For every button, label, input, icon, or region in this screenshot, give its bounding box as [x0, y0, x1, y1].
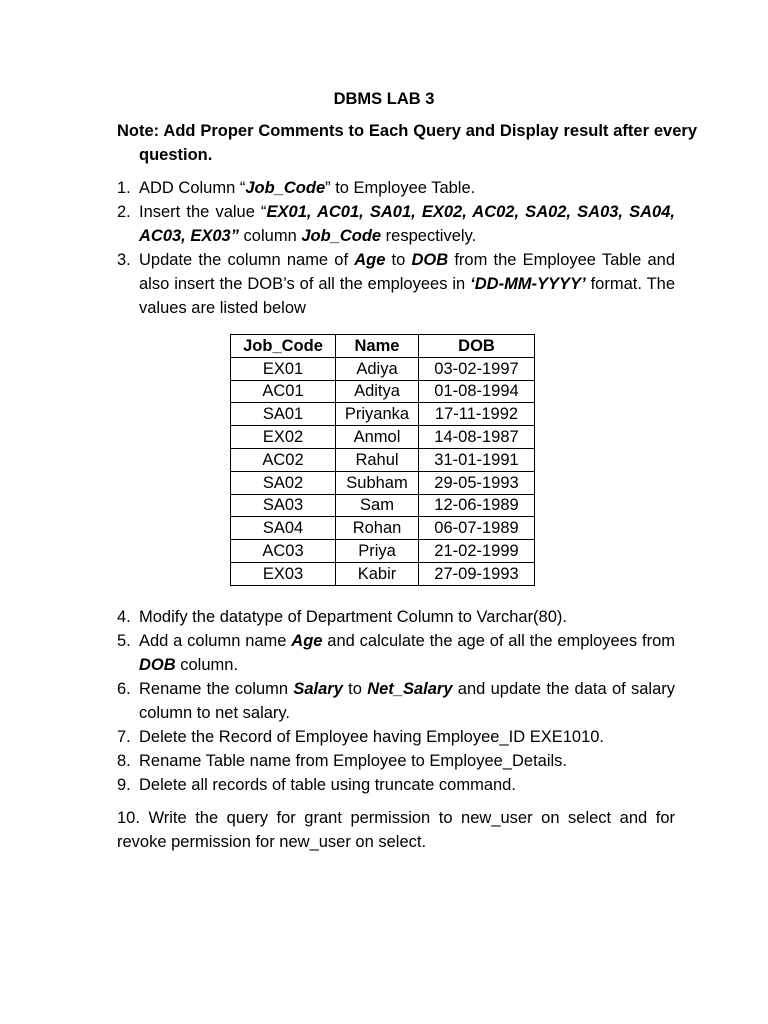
- table-cell: EX01: [231, 357, 336, 380]
- table-cell: EX03: [231, 562, 336, 585]
- question-number: 8.: [117, 752, 131, 770]
- table-row: [231, 494, 535, 517]
- column-header: DOB: [419, 335, 535, 358]
- question-number: 4.: [117, 608, 131, 626]
- page-title: DBMS LAB 3: [333, 90, 435, 108]
- question-8: 8. Rename Table name from Employee to Employee_Details.: [117, 749, 675, 773]
- table-header-row: [231, 335, 535, 358]
- table-cell: 27-09-1993: [419, 562, 535, 585]
- employee-dob-table: [230, 334, 535, 586]
- question-5: 5. Add a column name Age and calculate the age of all the employees from DOB column.: [117, 629, 675, 677]
- table-cell: Aditya: [336, 380, 419, 403]
- question-4: 4. Modify the datatype of Department Column to Varchar(80).: [117, 605, 675, 629]
- table-row: [231, 357, 535, 380]
- note-paragraph: Note: Add Proper Comments to Each Query and Display result after every question.: [117, 122, 697, 164]
- table-cell: SA03: [231, 494, 336, 517]
- table-cell: AC03: [231, 540, 336, 563]
- question-number: 7.: [117, 728, 131, 746]
- question-number: 9.: [117, 776, 131, 794]
- question-number: 6.: [117, 680, 131, 698]
- table-cell: AC01: [231, 380, 336, 403]
- column-header: Job_Code: [231, 335, 336, 358]
- question-number: 2.: [117, 203, 131, 221]
- question-7: 7. Delete the Record of Employee having Employee_ID EXE1010.: [117, 725, 675, 749]
- table-cell: 29-05-1993: [419, 471, 535, 494]
- table-cell: SA04: [231, 517, 336, 540]
- table-cell: Adiya: [336, 357, 419, 380]
- table-cell: EX02: [231, 426, 336, 449]
- table-cell: Priyanka: [336, 403, 419, 426]
- question-list: [117, 605, 675, 797]
- table-cell: 14-08-1987: [419, 426, 535, 449]
- table-cell: 31-01-1991: [419, 448, 535, 471]
- table-cell: 17-11-1992: [419, 403, 535, 426]
- table-cell: SA01: [231, 403, 336, 426]
- table-cell: AC02: [231, 448, 336, 471]
- question-6: 6. Rename the column Salary to Net_Salary and update the data of salary column to net salary.: [117, 677, 675, 725]
- question-list: [117, 176, 675, 320]
- table-cell: 03-02-1997: [419, 357, 535, 380]
- table-row: [231, 448, 535, 471]
- question-2: 2. Insert the value “EX01, AC01, SA01, EX02, AC02, SA02, SA03, SA04, AC03, EX03” column Job_Code respectively.: [117, 200, 675, 248]
- table-cell: Sam: [336, 494, 419, 517]
- table-cell: Rahul: [336, 448, 419, 471]
- table-row: [231, 540, 535, 563]
- table-cell: SA02: [231, 471, 336, 494]
- question-number: 5.: [117, 632, 131, 650]
- question-10: 10. Write the query for grant permission to new_user on select and for revoke permission for new_user on select.: [117, 809, 675, 851]
- table-cell: Anmol: [336, 426, 419, 449]
- question-number: 3.: [117, 251, 131, 269]
- table-cell: Priya: [336, 540, 419, 563]
- table-row: [231, 471, 535, 494]
- table-row: [231, 426, 535, 449]
- table-cell: 01-08-1994: [419, 380, 535, 403]
- table-cell: 06-07-1989: [419, 517, 535, 540]
- table-cell: Rohan: [336, 517, 419, 540]
- table-cell: Subham: [336, 471, 419, 494]
- column-header: Name: [336, 335, 419, 358]
- table-cell: 21-02-1999: [419, 540, 535, 563]
- question-1: 1. ADD Column “Job_Code” to Employee Table.: [117, 176, 675, 200]
- question-9: 9. Delete all records of table using truncate command.: [117, 773, 675, 797]
- table-row: [231, 380, 535, 403]
- table-cell: 12-06-1989: [419, 494, 535, 517]
- table-row: [231, 562, 535, 585]
- question-number: 1.: [117, 179, 131, 197]
- question-3: 3. Update the column name of Age to DOB from the Employee Table and also insert the DOB’s of all the employees in ‘DD-MM-YYYY’ format. The values are listed below: [117, 248, 675, 320]
- table-cell: Kabir: [336, 562, 419, 585]
- table-row: [231, 517, 535, 540]
- table-row: [231, 403, 535, 426]
